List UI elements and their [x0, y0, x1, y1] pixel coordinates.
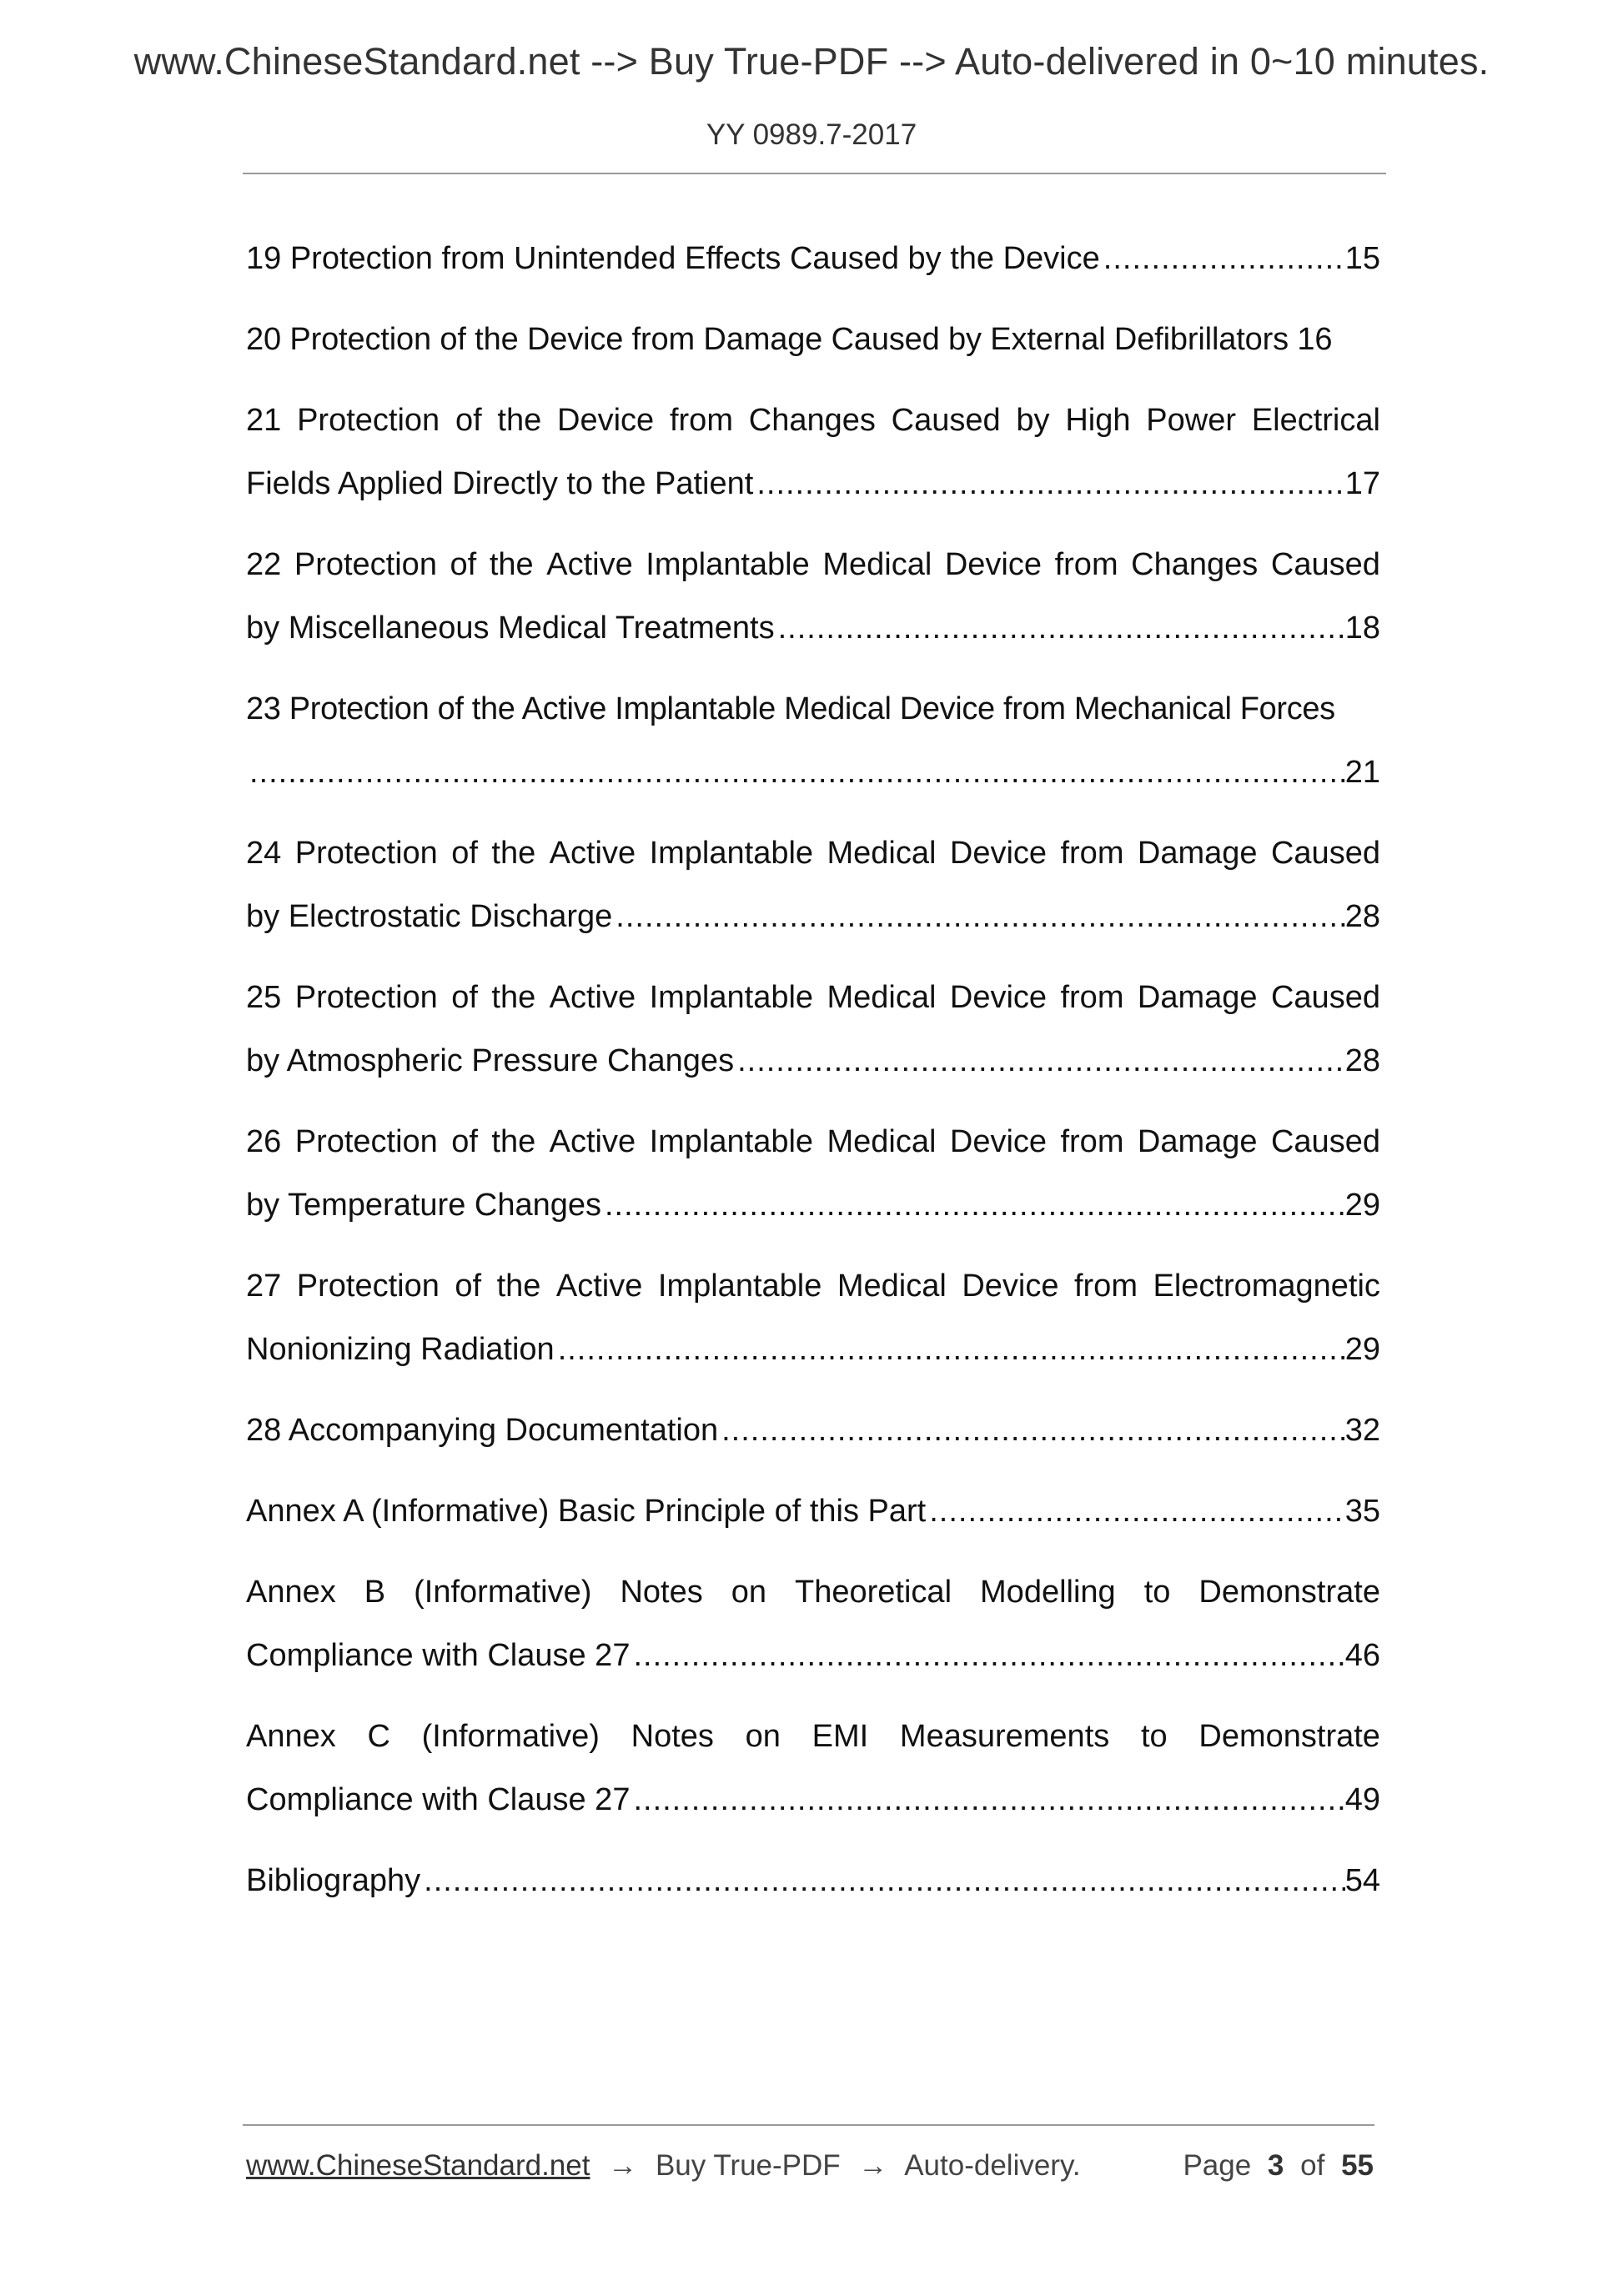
- toc-entry-title: 19 Protection from Unintended Effects Caused by the Device: [246, 241, 1100, 276]
- toc-line: [246, 821, 1380, 885]
- toc-word: Protection: [296, 1269, 440, 1304]
- toc-word: Damage: [1137, 1124, 1258, 1159]
- toc-word: Protection: [297, 403, 440, 438]
- toc-entry-title: Compliance with Clause 27: [246, 1638, 631, 1673]
- toc-word: Electrical: [1251, 403, 1380, 438]
- toc-line: [246, 227, 1380, 290]
- header-divider: [243, 173, 1386, 174]
- toc-entry-title: by Temperature Changes: [246, 1188, 601, 1223]
- toc-word: Changes: [748, 403, 876, 438]
- toc-word: Protection: [294, 836, 438, 871]
- toc-line: [246, 1029, 1380, 1093]
- toc-word: Medical: [827, 1124, 937, 1159]
- toc-entry-title: Nonionizing Radiation: [246, 1332, 555, 1367]
- toc-word: 21: [246, 403, 282, 438]
- toc-page-number: 49: [1344, 1782, 1380, 1817]
- toc-word: Device: [944, 547, 1043, 582]
- toc-line: [246, 596, 1380, 660]
- toc-word: Active: [549, 836, 636, 871]
- dot-leader: [612, 885, 1344, 948]
- dot-leader: [718, 1399, 1345, 1462]
- toc-page-number: 21: [1344, 755, 1380, 790]
- toc-word: Demonstrate: [1198, 1719, 1380, 1754]
- toc-word: from: [1060, 836, 1124, 871]
- toc-entry-title: 20 Protection of the Device from Damage Caused by External Defibrillators 16: [246, 322, 1333, 357]
- toc-word: Device: [949, 980, 1048, 1015]
- toc-word: Medical: [837, 1269, 947, 1304]
- toc-word: Modelling: [980, 1575, 1116, 1610]
- toc-word: on: [731, 1575, 767, 1610]
- toc-word: EMI: [812, 1719, 869, 1754]
- toc-word: Caused: [1270, 547, 1380, 582]
- page-footer: [246, 2149, 1374, 2183]
- dot-leader: [775, 596, 1345, 660]
- toc-word: the: [491, 980, 536, 1015]
- toc-word: of: [455, 403, 482, 438]
- toc-word: Protection: [294, 1124, 438, 1159]
- page-label: Page: [1183, 2149, 1252, 2182]
- toc-word: 27: [246, 1269, 282, 1304]
- toc-entry-26[interactable]: [246, 1110, 1380, 1237]
- toc-line: [246, 452, 1380, 515]
- toc-word: Protection: [294, 547, 437, 582]
- toc-entry-bibliography[interactable]: [246, 1849, 1380, 1912]
- toc-word: 22: [246, 547, 282, 582]
- toc-entry-title: Compliance with Clause 27: [246, 1782, 631, 1817]
- toc-word: of: [451, 980, 478, 1015]
- toc-line: [246, 1480, 1380, 1543]
- toc-line: [246, 1254, 1380, 1318]
- dot-leader: [753, 452, 1344, 515]
- toc-word: of: [451, 836, 478, 871]
- dot-leader: [926, 1480, 1344, 1543]
- toc-word: Caused: [891, 403, 1001, 438]
- toc-word: Changes: [1131, 547, 1259, 582]
- toc-line: [246, 741, 1380, 804]
- toc-word: 24: [246, 836, 282, 871]
- toc-page-number: 29: [1344, 1332, 1380, 1367]
- dot-leader: [630, 1768, 1344, 1831]
- toc-line: [246, 1110, 1380, 1173]
- dot-leader: [420, 1849, 1345, 1912]
- arrow-right-icon: →: [858, 2149, 888, 2182]
- top-banner: www.ChineseStandard.net --> Buy True-PDF --> Auto-delivered in 0~10 minutes.: [133, 40, 1490, 83]
- toc-page-number: 46: [1344, 1638, 1380, 1673]
- toc-line: [246, 533, 1380, 596]
- toc-word: Implantable: [657, 1269, 822, 1304]
- toc-line: [246, 1318, 1380, 1381]
- toc-word: from: [1073, 1269, 1138, 1304]
- footer-delivery-text: Auto-delivery.: [904, 2149, 1081, 2182]
- toc-word: on: [745, 1719, 781, 1754]
- dot-leader: [555, 1318, 1345, 1381]
- toc-word: from: [1054, 547, 1118, 582]
- toc-entry-20[interactable]: [246, 308, 1380, 371]
- toc-word: Implantable: [646, 547, 810, 582]
- toc-word: Active: [549, 1124, 636, 1159]
- toc-word: Implantable: [649, 836, 814, 871]
- toc-line: [246, 1705, 1380, 1768]
- toc-word: of: [451, 1124, 478, 1159]
- toc-word: 26: [246, 1124, 282, 1159]
- toc-entry-title: Annex A (Informative) Basic Principle of this Part: [246, 1494, 927, 1529]
- toc-word: Medical: [827, 980, 937, 1015]
- toc-entry-22[interactable]: [246, 533, 1380, 660]
- footer-buy-text: Buy True-PDF: [655, 2149, 841, 2182]
- toc-page-number: 54: [1344, 1863, 1380, 1898]
- current-page-number: 3: [1267, 2149, 1284, 2182]
- toc-word: Damage: [1137, 980, 1258, 1015]
- toc-entry-title: by Miscellaneous Medical Treatments: [246, 610, 775, 646]
- toc-line: [246, 1849, 1380, 1912]
- toc-word: from: [1060, 1124, 1124, 1159]
- document-code: YY 0989.7-2017: [706, 118, 917, 151]
- toc-entry-27[interactable]: [246, 1254, 1380, 1381]
- toc-line: [246, 1173, 1380, 1237]
- toc-line: [246, 885, 1380, 948]
- toc-word: Active: [549, 980, 636, 1015]
- toc-word: the: [489, 547, 534, 582]
- footer-site-link[interactable]: www.ChineseStandard.net: [246, 2149, 590, 2182]
- toc-line: [246, 1768, 1380, 1831]
- toc-word: of: [455, 1269, 482, 1304]
- dot-leader: [630, 1624, 1344, 1687]
- toc-word: from: [1060, 980, 1124, 1015]
- toc-page-number: 17: [1344, 466, 1380, 501]
- toc-word: from: [669, 403, 733, 438]
- toc-line: [246, 1399, 1380, 1462]
- page-indicator: [1183, 2149, 1374, 2183]
- dot-leader: [1100, 227, 1345, 290]
- toc-entry-title: by Atmospheric Pressure Changes: [246, 1043, 735, 1078]
- footer-divider: [243, 2124, 1374, 2126]
- toc-page-number: 28: [1344, 1043, 1380, 1078]
- dot-leader: [246, 741, 1345, 804]
- toc-word: High: [1065, 403, 1131, 438]
- toc-line: [246, 1560, 1380, 1624]
- toc-word: Implantable: [649, 980, 814, 1015]
- toc-word: Caused: [1270, 836, 1380, 871]
- toc-word: Protection: [294, 980, 438, 1015]
- toc-page-number: 18: [1344, 610, 1380, 646]
- toc-line: [246, 966, 1380, 1029]
- toc-word: to: [1143, 1575, 1171, 1610]
- toc-word: (Informative): [414, 1575, 592, 1610]
- toc-word: the: [496, 1269, 541, 1304]
- toc-word: of: [450, 547, 477, 582]
- toc-word: C: [367, 1719, 390, 1754]
- toc-word: Annex: [246, 1719, 336, 1754]
- toc-word: Damage: [1137, 836, 1258, 871]
- toc-word: Device: [949, 836, 1048, 871]
- toc-word: Device: [962, 1269, 1059, 1304]
- toc-line: [246, 1624, 1380, 1687]
- toc-word: by: [1016, 403, 1050, 438]
- toc-word: Annex: [246, 1575, 336, 1610]
- toc-word: Caused: [1270, 1124, 1380, 1159]
- toc-entry-title: by Electrostatic Discharge: [246, 899, 613, 934]
- toc-word: the: [491, 1124, 536, 1159]
- toc-line: [246, 677, 1380, 741]
- toc-line: [246, 308, 1380, 371]
- table-of-contents: [246, 227, 1380, 1930]
- toc-word: Notes: [620, 1575, 703, 1610]
- toc-line: [246, 389, 1380, 452]
- toc-word: Electromagnetic: [1153, 1269, 1380, 1304]
- toc-page-number: 32: [1344, 1413, 1380, 1448]
- arrow-right-icon: →: [608, 2149, 638, 2182]
- toc-word: B: [364, 1575, 386, 1610]
- toc-word: Active: [546, 547, 633, 582]
- toc-word: Power: [1146, 403, 1236, 438]
- toc-entry-19[interactable]: [246, 227, 1380, 290]
- dot-leader: [734, 1029, 1345, 1093]
- toc-page-number: 35: [1344, 1494, 1380, 1529]
- toc-entry-28[interactable]: [246, 1399, 1380, 1462]
- toc-word: Demonstrate: [1198, 1575, 1380, 1610]
- toc-word: Measurements: [899, 1719, 1110, 1754]
- toc-page-number: 28: [1344, 899, 1380, 934]
- toc-entry-21[interactable]: [246, 389, 1380, 515]
- dot-leader: [601, 1173, 1345, 1237]
- toc-word: 25: [246, 980, 282, 1015]
- toc-word: Medical: [822, 547, 932, 582]
- toc-entry-24[interactable]: [246, 821, 1380, 948]
- toc-word: Notes: [631, 1719, 714, 1754]
- toc-entry-title: 23 Protection of the Active Implantable Medical Device from Mechanical Forces: [246, 691, 1335, 726]
- toc-word: Device: [949, 1124, 1048, 1159]
- toc-word: Implantable: [649, 1124, 814, 1159]
- footer-left: [246, 2149, 1081, 2183]
- toc-word: Caused: [1270, 980, 1380, 1015]
- toc-word: Theoretical: [795, 1575, 952, 1610]
- toc-word: the: [491, 836, 536, 871]
- total-pages-number: 55: [1341, 2149, 1374, 2182]
- toc-word: Medical: [827, 836, 937, 871]
- toc-entry-23[interactable]: [246, 677, 1380, 804]
- toc-entry-annex-b[interactable]: [246, 1560, 1380, 1687]
- toc-word: (Informative): [421, 1719, 600, 1754]
- toc-word: Device: [557, 403, 655, 438]
- toc-entry-title: Fields Applied Directly to the Patient: [246, 466, 754, 501]
- toc-word: to: [1140, 1719, 1168, 1754]
- toc-page-number: 15: [1344, 241, 1380, 276]
- of-label: of: [1300, 2149, 1325, 2182]
- toc-entry-title: 28 Accompanying Documentation: [246, 1413, 719, 1448]
- toc-entry-25[interactable]: [246, 966, 1380, 1093]
- toc-page-number: 29: [1344, 1188, 1380, 1223]
- toc-word: Active: [555, 1269, 643, 1304]
- toc-entry-annex-c[interactable]: [246, 1705, 1380, 1831]
- toc-entry-annex-a[interactable]: [246, 1480, 1380, 1543]
- toc-entry-title: Bibliography: [246, 1863, 421, 1898]
- toc-word: the: [497, 403, 542, 438]
